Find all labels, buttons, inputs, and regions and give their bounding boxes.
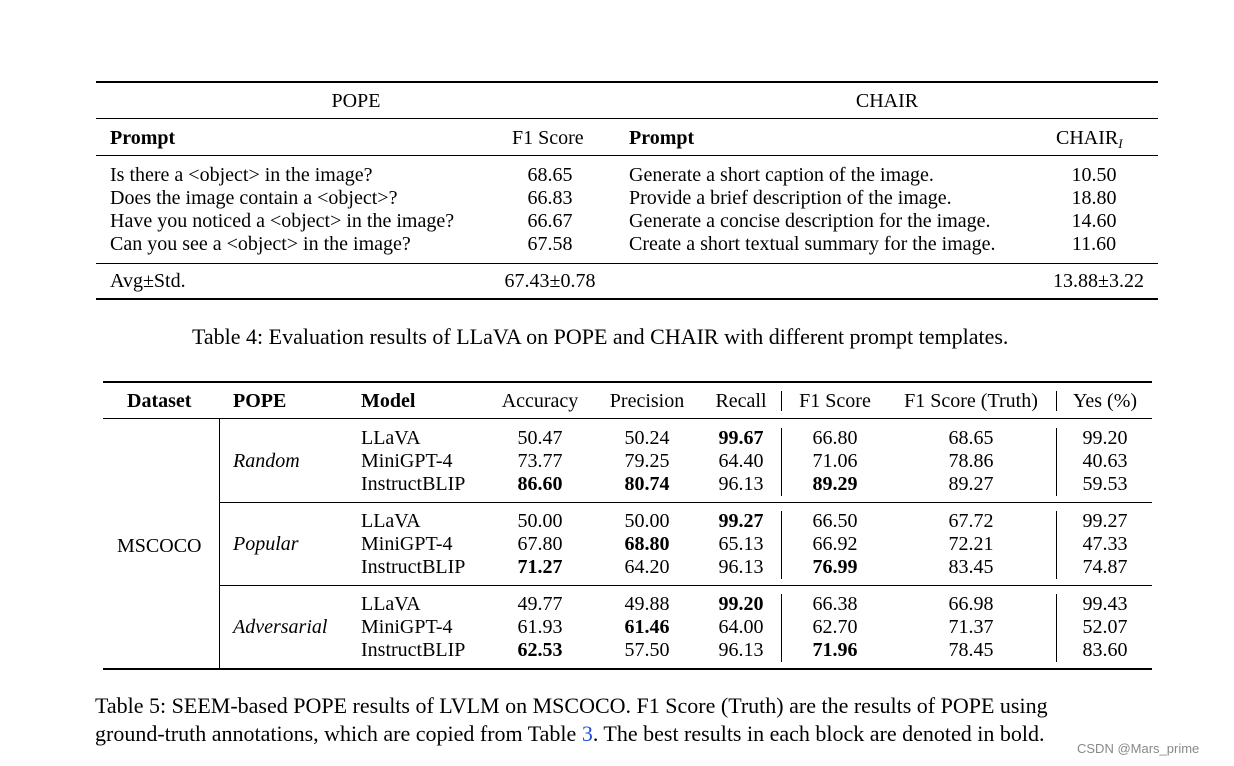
f1-truth-cell: 83.45 (948, 556, 994, 578)
precision-cell: 80.74 (624, 473, 670, 495)
model-cell: MiniGPT-4 (361, 450, 453, 472)
header-model: Model (361, 390, 416, 412)
precision-cell: 50.24 (624, 427, 670, 449)
model-cell: InstructBLIP (361, 473, 466, 495)
f1-truth-cell: 66.98 (948, 593, 994, 615)
model-cell: MiniGPT-4 (361, 616, 453, 638)
table-5-caption-line-2: ground-truth annotations, which are copied from Table 3. The best results in each block are denoted in bold. (95, 721, 1045, 746)
f1-cell: 89.29 (812, 473, 858, 495)
accuracy-cell: 67.80 (517, 533, 563, 555)
precision-cell: 64.20 (624, 556, 670, 578)
header-chair-i: $CHAIR_I$ (1056, 127, 1123, 151)
f1-truth-cell: 72.21 (948, 533, 994, 555)
chair-cell: 14.60 (1071, 210, 1117, 232)
model-cell: LLaVA (361, 510, 421, 532)
precision-cell: 61.46 (624, 616, 670, 638)
chair-prompt-cell: Provide a brief description of the image. (629, 187, 952, 209)
accuracy-cell: 73.77 (517, 450, 563, 472)
mid-rule (96, 118, 1158, 119)
pope-setting-cell: Adversarial (233, 616, 328, 638)
avg-f1: 67.43±0.78 (504, 270, 596, 292)
group-header-chair: CHAIR (855, 90, 919, 112)
watermark-text: CSDN @Mars_prime (1077, 741, 1200, 756)
avg-label: Avg±Std. (110, 270, 186, 292)
accuracy-cell: 62.53 (517, 639, 563, 661)
f1-cell: 66.83 (527, 187, 573, 209)
table-4-caption: Table 4: Evaluation results of LLaVA on POPE and CHAIR with different prompt templates. (192, 324, 1009, 349)
pope-prompt-cell: Does the image contain a <object>? (110, 187, 398, 209)
yes-cell: 59.53 (1082, 473, 1128, 495)
recall-cell: 64.00 (718, 616, 764, 638)
accuracy-cell: 71.27 (517, 556, 563, 578)
yes-cell: 52.07 (1082, 616, 1128, 638)
f1-cell: 76.99 (812, 556, 858, 578)
yes-cell: 99.27 (1082, 510, 1128, 532)
f1-cell: 67.58 (527, 233, 573, 255)
chair-cell: 10.50 (1071, 164, 1117, 186)
f1-truth-cell: 78.45 (948, 639, 994, 661)
f1-cell: 66.92 (812, 533, 858, 555)
chair-prompt-cell: Create a short textual summary for the image. (629, 233, 996, 255)
chair-cell: 18.80 (1071, 187, 1117, 209)
column-divider (1056, 391, 1057, 411)
header-f1-score: F1 Score (512, 127, 584, 149)
yes-cell: 74.87 (1082, 556, 1128, 578)
recall-cell: 64.40 (718, 450, 764, 472)
accuracy-cell: 49.77 (517, 593, 563, 615)
recall-cell: 96.13 (718, 556, 764, 578)
f1-cell: 62.70 (812, 616, 858, 638)
header-f1-score: F1 Score (799, 390, 871, 412)
f1-cell: 66.38 (812, 593, 858, 615)
precision-cell: 79.25 (624, 450, 670, 472)
header-prompt-chair: Prompt (629, 127, 695, 149)
column-divider (781, 391, 782, 411)
header-yes-percent: Yes (%) (1072, 390, 1138, 412)
recall-cell: 99.27 (718, 510, 764, 532)
recall-cell: 99.20 (718, 593, 764, 615)
recall-cell: 96.13 (718, 473, 764, 495)
f1-truth-cell: 68.65 (948, 427, 994, 449)
table-5-caption-line-1: Table 5: SEEM-based POPE results of LVLM on MSCOCO. F1 Score (Truth) are the results of POPE using (95, 693, 1048, 718)
model-cell: InstructBLIP (361, 556, 466, 578)
bottom-rule (96, 298, 1158, 300)
model-cell: LLaVA (361, 593, 421, 615)
precision-cell: 57.50 (624, 639, 670, 661)
accuracy-cell: 61.93 (517, 616, 563, 638)
f1-cell: 66.80 (812, 427, 858, 449)
chair-cell: 11.60 (1071, 233, 1117, 255)
header-pope: POPE (233, 390, 287, 412)
f1-cell: 71.06 (812, 450, 858, 472)
pope-prompt-cell: Have you noticed a <object> in the image? (110, 210, 455, 232)
yes-cell: 47.33 (1082, 533, 1128, 555)
f1-cell: 66.67 (527, 210, 573, 232)
f1-truth-cell: 78.86 (948, 450, 994, 472)
precision-cell: 50.00 (624, 510, 670, 532)
avg-rule (96, 263, 1158, 264)
dataset-cell: MSCOCO (117, 535, 202, 557)
model-cell: InstructBLIP (361, 639, 466, 661)
group-header-pope: POPE (331, 90, 381, 112)
top-rule (96, 81, 1158, 83)
dataset-divider (219, 419, 220, 668)
header-dataset: Dataset (127, 390, 192, 412)
precision-cell: 68.80 (624, 533, 670, 555)
f1-truth-cell: 67.72 (948, 510, 994, 532)
header-rule (103, 418, 1152, 419)
pope-setting-cell: Popular (233, 533, 299, 555)
header-precision: Precision (609, 390, 685, 412)
header-f1-truth: F1 Score (Truth) (904, 390, 1038, 412)
block-rule (219, 502, 1152, 503)
yes-cell: 99.43 (1082, 593, 1128, 615)
accuracy-cell: 50.00 (517, 510, 563, 532)
f1-cell: 71.96 (812, 639, 858, 661)
f1-cell: 68.65 (527, 164, 573, 186)
precision-cell: 49.88 (624, 593, 670, 615)
bottom-rule (103, 668, 1152, 670)
yes-cell: 99.20 (1082, 427, 1128, 449)
f1-truth-cell: 89.27 (948, 473, 994, 495)
pope-prompt-cell: Is there a <object> in the image? (110, 164, 373, 186)
f1-truth-cell: 71.37 (948, 616, 994, 638)
chair-prompt-cell: Generate a concise description for the image. (629, 210, 991, 232)
pope-prompt-cell: Can you see a <object> in the image? (110, 233, 411, 255)
accuracy-cell: 50.47 (517, 427, 563, 449)
model-cell: LLaVA (361, 427, 421, 449)
recall-cell: 99.67 (718, 427, 764, 449)
header-accuracy: Accuracy (501, 390, 579, 412)
yes-cell: 40.63 (1082, 450, 1128, 472)
header-prompt-pope: Prompt (110, 127, 176, 149)
block-rule (219, 585, 1152, 586)
header-rule (96, 155, 1158, 156)
recall-cell: 65.13 (718, 533, 764, 555)
chair-prompt-cell: Generate a short caption of the image. (629, 164, 934, 186)
top-rule (103, 381, 1152, 383)
table-reference-link[interactable]: 3 (581, 721, 593, 746)
header-recall: Recall (715, 390, 767, 412)
yes-cell: 83.60 (1082, 639, 1128, 661)
recall-cell: 96.13 (718, 639, 764, 661)
accuracy-cell: 86.60 (517, 473, 563, 495)
pope-setting-cell: Random (233, 450, 300, 472)
model-cell: MiniGPT-4 (361, 533, 453, 555)
avg-chair: 13.88±3.22 (1053, 270, 1144, 292)
f1-cell: 66.50 (812, 510, 858, 532)
